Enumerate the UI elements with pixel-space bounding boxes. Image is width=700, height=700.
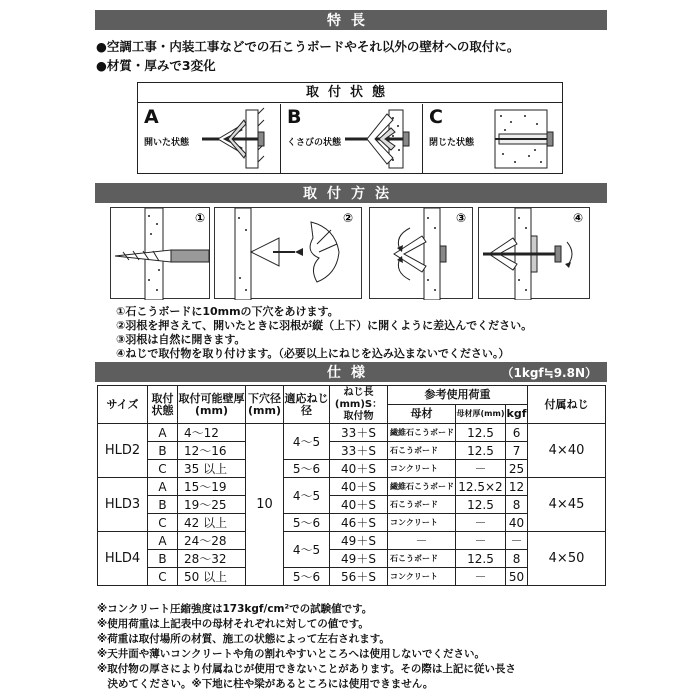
feature-item-2: ●材質・厚みで3変化 bbox=[96, 58, 216, 73]
install-states-title: 取付状態 bbox=[138, 83, 562, 103]
kgf-cell: 12 bbox=[506, 478, 528, 496]
screw-len-cell: 40＋S bbox=[330, 496, 388, 514]
kgf-cell: 50 bbox=[506, 568, 528, 586]
table-row bbox=[98, 478, 606, 496]
wall-cell: 42 以上 bbox=[178, 514, 246, 532]
state-c-letter: C bbox=[429, 106, 443, 128]
state-cell: C bbox=[148, 514, 178, 532]
unit-note: （1kgf≒9.8N） bbox=[501, 365, 597, 380]
kgf-cell: 7 bbox=[506, 442, 528, 460]
step-2-text: ②羽根を押さえて、開いたときに羽根が縦（上下）に開くように差込んでください。 bbox=[116, 319, 533, 332]
table-row bbox=[98, 532, 606, 550]
material-cell: 石こうボード bbox=[388, 496, 456, 514]
state-c-cell bbox=[422, 104, 564, 174]
hole-cell: 10 bbox=[246, 424, 284, 586]
material-cell: 石こうボード bbox=[388, 550, 456, 568]
thickness-cell: 12.5 bbox=[456, 550, 506, 568]
state-cell: A bbox=[148, 424, 178, 442]
attached-cell: 4×50 bbox=[528, 532, 606, 586]
hd-material: 母材 bbox=[388, 405, 456, 424]
kgf-cell: 40 bbox=[506, 514, 528, 532]
wall-cell: 28～32 bbox=[178, 550, 246, 568]
wall-cell: 50 以上 bbox=[178, 568, 246, 586]
anchor-open-icon bbox=[200, 106, 276, 172]
hd-thickness: 母材厚(mm) bbox=[456, 405, 506, 424]
note-2: ※使用荷重は上記表中の母材それぞれに対しての値です。 bbox=[97, 618, 369, 630]
attached-cell: 4×45 bbox=[528, 478, 606, 532]
step-4-number: ④ bbox=[573, 211, 584, 225]
size-cell: HLD3 bbox=[98, 478, 148, 532]
install-states-box bbox=[137, 82, 563, 174]
note-1: ※コンクリート圧縮強度は173kgf/cm²での試験値です。 bbox=[97, 603, 373, 615]
step-2-number: ② bbox=[343, 211, 354, 225]
hd-state: 取付状態 bbox=[148, 386, 178, 424]
note-3: ※荷重は取付場所の材質、施工の状態によって左右されます。 bbox=[97, 633, 390, 645]
thickness-cell: 12.5×2 bbox=[456, 478, 506, 496]
material-cell: コンクリート bbox=[388, 460, 456, 478]
step-2-insert bbox=[214, 207, 362, 299]
screw-dia-cell: 4～5 bbox=[284, 424, 330, 460]
wall-cell: 19～25 bbox=[178, 496, 246, 514]
note-6: 決めてください。※下地に柱や梁があるところには使用できません。 bbox=[97, 678, 434, 690]
screw-len-cell: 46＋S bbox=[330, 514, 388, 532]
step-3-open bbox=[369, 207, 473, 299]
screw-dia-cell: 5～6 bbox=[284, 460, 330, 478]
state-cell: A bbox=[148, 532, 178, 550]
state-a-desc: 開いた状態 bbox=[144, 138, 190, 148]
step-1-text: ①石こうボードに10mmの下穴をあけます。 bbox=[116, 305, 339, 318]
wall-cell: 4～12 bbox=[178, 424, 246, 442]
hd-screw-len: ねじ長(mm)S：取付物 bbox=[330, 386, 388, 424]
material-cell: コンクリート bbox=[388, 568, 456, 586]
state-a-letter: A bbox=[144, 106, 159, 128]
spec-table bbox=[97, 385, 606, 586]
kgf-cell: 6 bbox=[506, 424, 528, 442]
size-cell: HLD4 bbox=[98, 532, 148, 586]
state-b-letter: B bbox=[287, 106, 302, 128]
hd-kgf: kgf bbox=[506, 405, 528, 424]
size-cell: HLD2 bbox=[98, 424, 148, 478]
wall-cell: 12～16 bbox=[178, 442, 246, 460]
state-b-cell bbox=[280, 104, 422, 174]
screw-len-cell: 33＋S bbox=[330, 442, 388, 460]
screw-dia-cell: 5～6 bbox=[284, 568, 330, 586]
attached-cell: 4×40 bbox=[528, 424, 606, 478]
state-cell: B bbox=[148, 442, 178, 460]
kgf-cell: － bbox=[506, 532, 528, 550]
screw-len-cell: 40＋S bbox=[330, 478, 388, 496]
step-3-text: ③羽根は自然に開きます。 bbox=[116, 333, 246, 346]
material-cell: － bbox=[388, 532, 456, 550]
feature-item-1: ●空調工事・内装工事などでの石こうボードやそれ以外の壁材への取付に。 bbox=[96, 39, 520, 54]
state-c-desc: 閉じた状態 bbox=[429, 138, 475, 148]
hd-attached: 付属ねじ bbox=[528, 386, 606, 424]
note-5: ※取付物の厚さにより付属ねじが使用できないことがあります。その際は上記に従い長さ bbox=[97, 663, 516, 675]
thickness-cell: 12.5 bbox=[456, 424, 506, 442]
state-cell: A bbox=[148, 478, 178, 496]
state-cell: B bbox=[148, 550, 178, 568]
kgf-cell: 8 bbox=[506, 550, 528, 568]
screw-len-cell: 49＋S bbox=[330, 532, 388, 550]
anchor-wedge-icon bbox=[343, 106, 419, 172]
thickness-cell: － bbox=[456, 568, 506, 586]
hd-hole: 下穴径(mm) bbox=[246, 386, 284, 424]
screw-dia-cell: 5～6 bbox=[284, 514, 330, 532]
screw-dia-cell: 4～5 bbox=[284, 532, 330, 568]
hd-size: サイズ bbox=[98, 386, 148, 424]
screw-len-cell: 33＋S bbox=[330, 424, 388, 442]
state-cell: C bbox=[148, 568, 178, 586]
kgf-cell: 25 bbox=[506, 460, 528, 478]
material-cell: 繊維石こうボード bbox=[388, 478, 456, 496]
state-cell: B bbox=[148, 496, 178, 514]
thickness-cell: 12.5 bbox=[456, 442, 506, 460]
anchor-closed-icon bbox=[485, 106, 561, 172]
hd-screw-dia: 適応ねじ径 bbox=[284, 386, 330, 424]
drill-icon bbox=[111, 208, 211, 300]
hd-wall: 取付可能壁厚(mm) bbox=[178, 386, 246, 424]
material-cell: コンクリート bbox=[388, 514, 456, 532]
screw-len-cell: 56＋S bbox=[330, 568, 388, 586]
wall-cell: 24～28 bbox=[178, 532, 246, 550]
hd-load: 参考使用荷重 bbox=[388, 386, 528, 405]
screw-dia-cell: 4～5 bbox=[284, 478, 330, 514]
screw-len-cell: 40＋S bbox=[330, 460, 388, 478]
kgf-cell: 8 bbox=[506, 496, 528, 514]
screw-fix-icon bbox=[479, 208, 591, 300]
thickness-cell: － bbox=[456, 514, 506, 532]
method-header: 取付方法 bbox=[95, 183, 607, 203]
wings-open-icon bbox=[370, 208, 474, 300]
insert-anchor-icon bbox=[215, 208, 363, 300]
features-header: 特長 bbox=[95, 10, 607, 30]
note-4: ※天井面や薄いコンクリートや角の割れやすいところへは使用しないでください。 bbox=[97, 648, 485, 660]
state-b-desc: くさびの状態 bbox=[287, 138, 342, 148]
step-1-drill bbox=[110, 207, 210, 299]
step-3-number: ③ bbox=[456, 211, 467, 225]
table-row bbox=[98, 424, 606, 442]
state-cell: C bbox=[148, 460, 178, 478]
step-4-text: ④ねじで取付物を取り付けます。（必要以上にねじを込み込まないでください。） bbox=[116, 347, 510, 360]
thickness-cell: － bbox=[456, 532, 506, 550]
thickness-cell: 12.5 bbox=[456, 496, 506, 514]
thickness-cell: － bbox=[456, 460, 506, 478]
step-4-screw bbox=[478, 207, 590, 299]
material-cell: 繊維石こうボード bbox=[388, 424, 456, 442]
screw-len-cell: 49＋S bbox=[330, 550, 388, 568]
wall-cell: 35 以上 bbox=[178, 460, 246, 478]
spec-header: 仕様 （1kgf≒9.8N） bbox=[95, 362, 607, 382]
state-a-cell bbox=[138, 104, 280, 174]
material-cell: 石こうボード bbox=[388, 442, 456, 460]
step-1-number: ① bbox=[195, 211, 206, 225]
wall-cell: 15～19 bbox=[178, 478, 246, 496]
